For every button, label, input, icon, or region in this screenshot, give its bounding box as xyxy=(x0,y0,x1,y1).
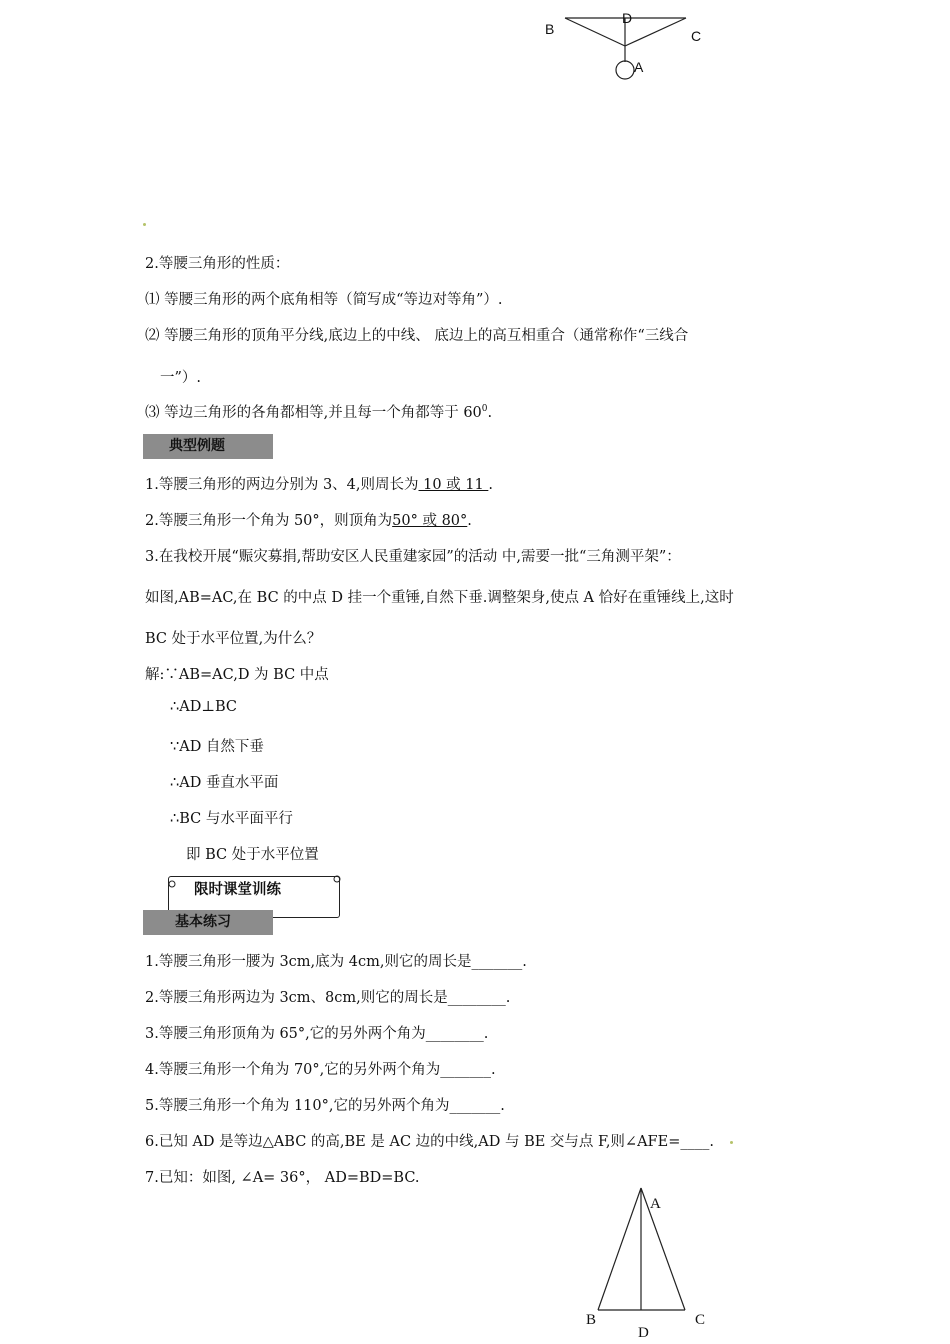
solution-line-3: ∵AD 自然下垂 xyxy=(170,739,264,755)
property-3: ⑶ 等边三角形的各角都相等,并且每一个角都等于 $60^0$. xyxy=(145,404,493,421)
label-a: A xyxy=(650,1196,661,1212)
stray-mark xyxy=(143,223,146,226)
section-basic-practice: 基本练习 xyxy=(143,910,273,935)
solution-line-2: ∴AD⊥BC xyxy=(170,699,237,715)
label-d: D xyxy=(638,1325,649,1341)
example-3-line1: 3.在我校开展“赈灾募捐,帮助安区人民重建家园”的活动 中,需要一批“三角测平架”： xyxy=(145,549,681,565)
properties-heading: 2.等腰三角形的性质： xyxy=(145,256,290,272)
side-ab xyxy=(598,1188,641,1310)
solution-line-6: 即 BC 处于水平位置 xyxy=(186,847,319,863)
plumb-weight xyxy=(616,61,634,79)
practice-1: 1.等腰三角形一腰为 3cm,底为 4cm,则它的周长是_______. xyxy=(145,954,527,970)
side-ac xyxy=(641,1188,685,1310)
section-typical-examples: 典型例题 xyxy=(143,434,273,459)
property-2-line2: 一”）. xyxy=(160,370,202,386)
solution-line-1: 解:∵AB=AC,D 为 BC 中点 xyxy=(145,667,329,683)
practice-4: 4.等腰三角形一个角为 70°,它的另外两个角为_______. xyxy=(145,1062,496,1078)
example-2-answer: 50° 或 80° xyxy=(392,513,468,529)
isosceles-triangle-diagram xyxy=(0,1180,950,1340)
example-2: 2.等腰三角形一个角为 50°，则顶角为50° 或 80°. xyxy=(145,513,472,529)
frame-right-leg xyxy=(625,18,686,46)
label-c: C xyxy=(695,1312,706,1328)
plumb-frame-diagram xyxy=(0,0,950,100)
label-d: D xyxy=(622,10,633,26)
practice-7: 7.已知：如图, ∠A= 36°， AD=BD=BC. xyxy=(145,1170,420,1186)
label-a: A xyxy=(634,59,644,75)
example-1-answer: 10 或 11 xyxy=(418,477,489,493)
stray-mark xyxy=(730,1141,733,1144)
practice-3: 3.等腰三角形顶角为 65°,它的另外两个角为________. xyxy=(145,1026,489,1042)
property-2-line1: ⑵ 等腰三角形的顶角平分线,底边上的中线、 底边上的高互相重合（通常称作“三线合 xyxy=(145,328,689,344)
solution-line-4: ∴AD 垂直水平面 xyxy=(170,775,279,791)
training-banner-title: 限时课堂训练 xyxy=(194,882,281,898)
practice-2: 2.等腰三角形两边为 3cm、8cm,则它的周长是________. xyxy=(145,990,511,1006)
practice-5: 5.等腰三角形一个角为 110°,它的另外两个角为_______. xyxy=(145,1098,505,1114)
example-3-line3: BC 处于水平位置,为什么？ xyxy=(145,631,322,647)
label-b: B xyxy=(545,21,555,37)
property-1: ⑴ 等腰三角形的两个底角相等（简写成“等边对等角”）. xyxy=(145,292,503,308)
solution-line-5: ∴BC 与水平面平行 xyxy=(170,811,293,827)
banner-scroll-curls xyxy=(0,870,950,910)
label-b: B xyxy=(586,1312,597,1328)
degree-superscript: 0 xyxy=(481,404,488,415)
label-c: C xyxy=(691,28,702,44)
example-3-line2: 如图,AB=AC,在 BC 的中点 D 挂一个重锤,自然下垂.调整架身,使点 A 恰好在重锤线上,这时 xyxy=(145,590,734,606)
frame-left-leg xyxy=(565,18,625,46)
example-1: 1.等腰三角形的两边分别为 3、4,则周长为 10 或 11 . xyxy=(145,477,493,493)
practice-6: 6.已知 AD 是等边△ABC 的高,BE 是 AC 边的中线,AD 与 BE 交与点 F,则∠AFE=____. xyxy=(145,1134,714,1150)
